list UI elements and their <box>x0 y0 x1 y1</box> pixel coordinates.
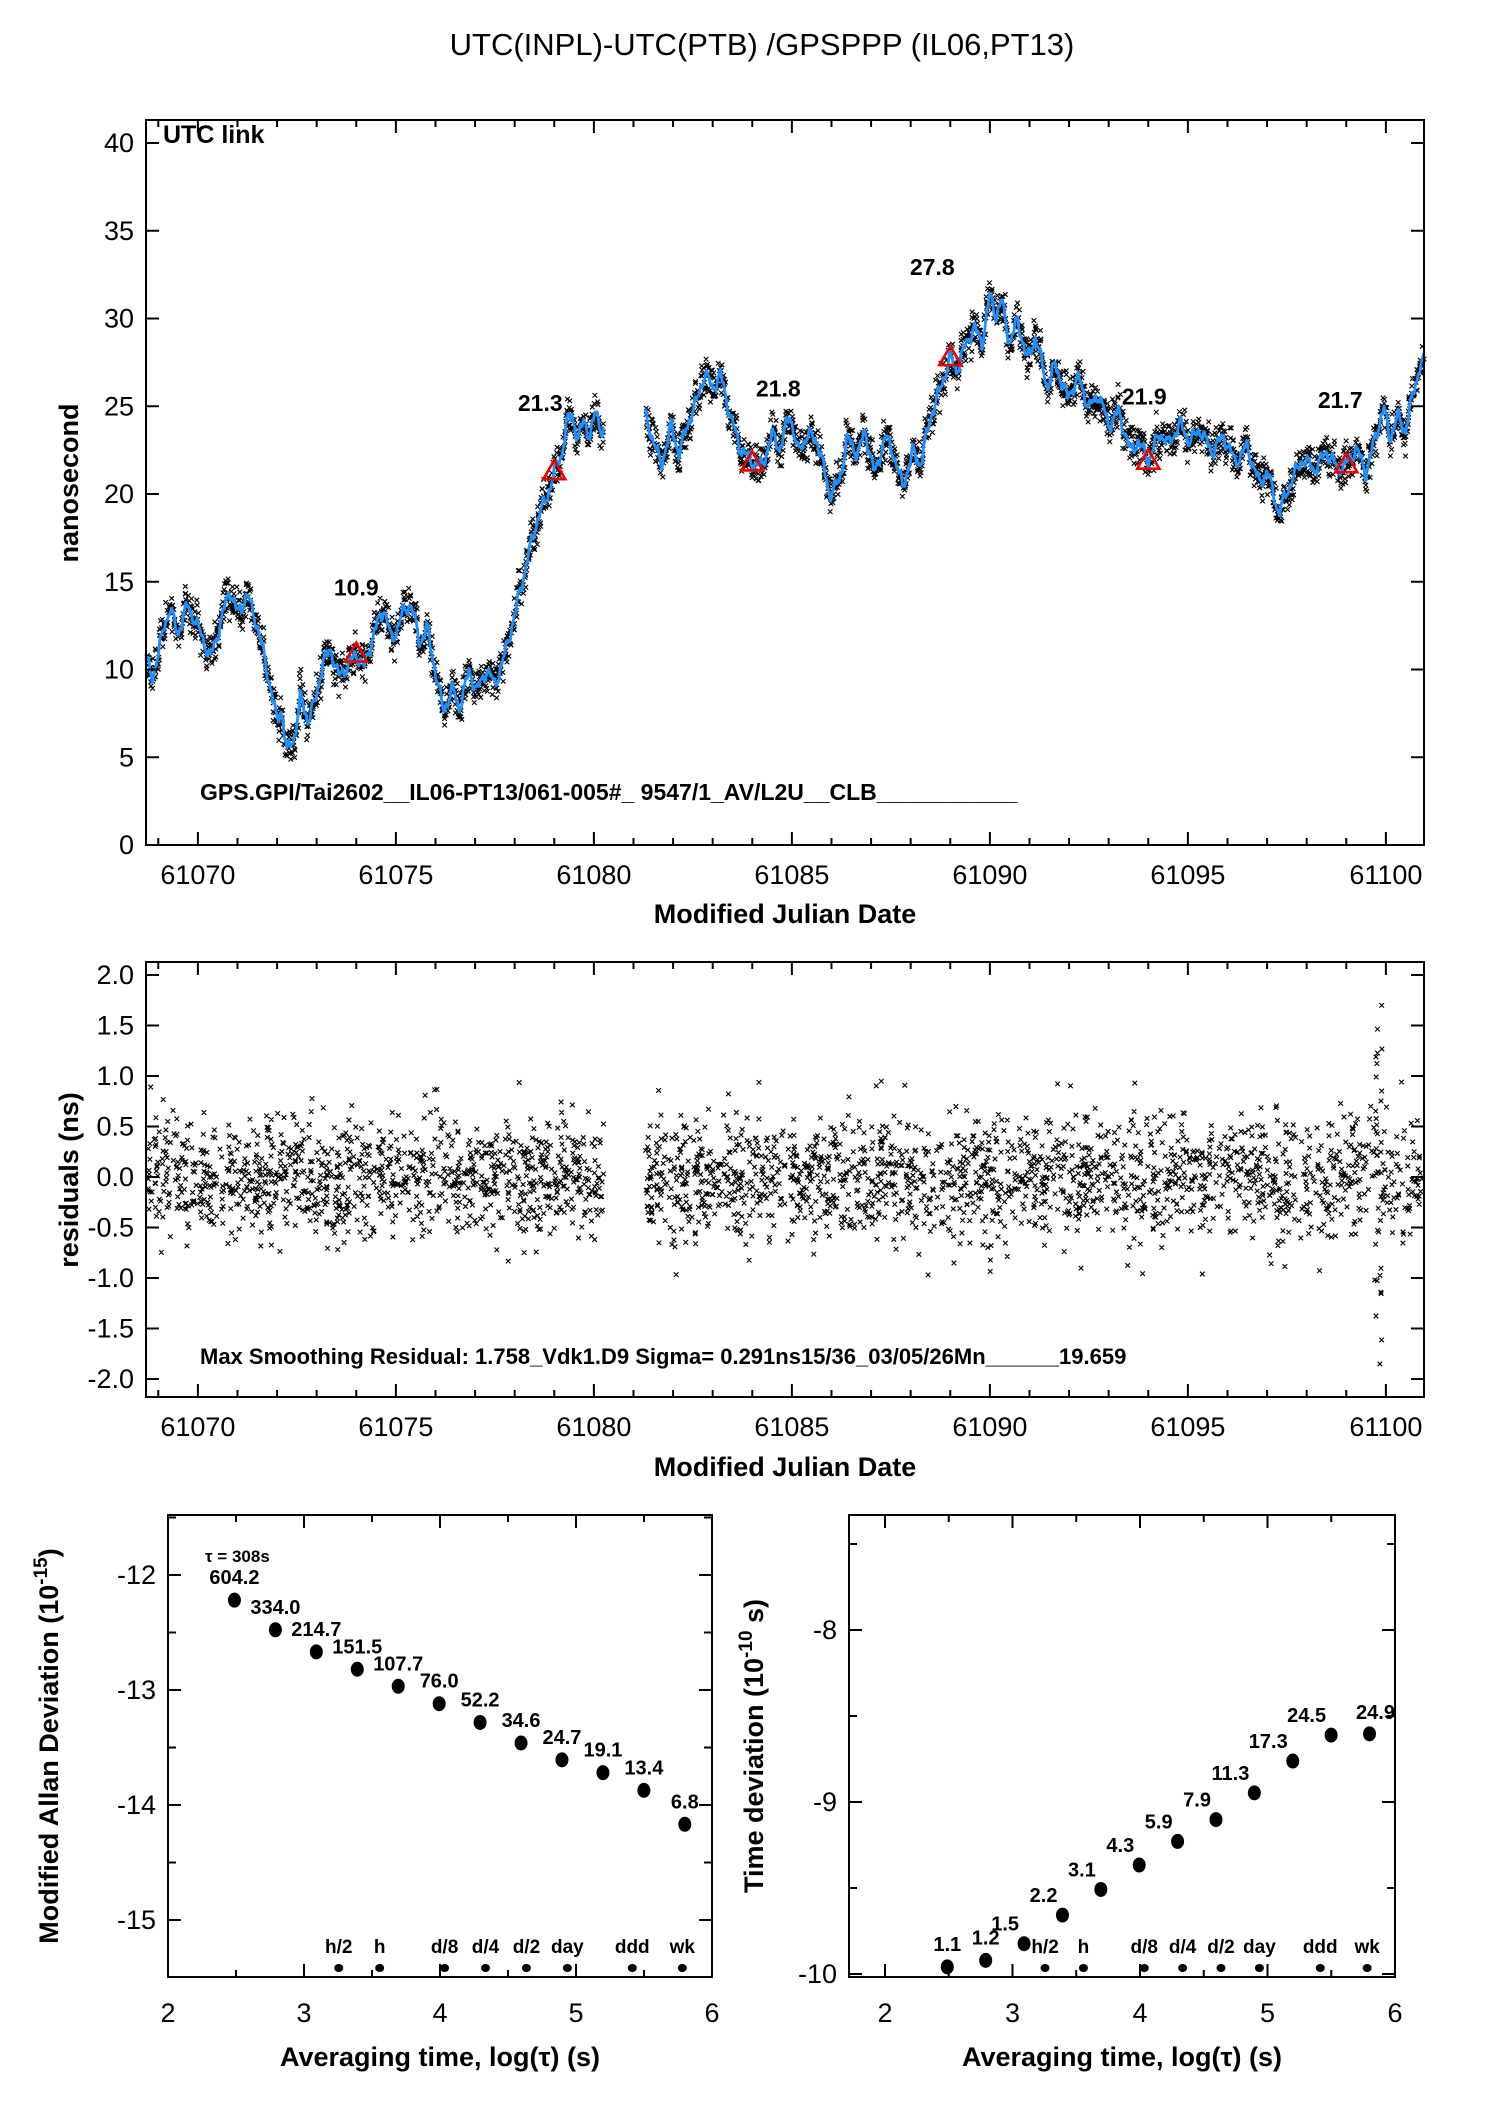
x-tick-label: 61075 <box>358 860 434 890</box>
anomaly-value-label: 27.8 <box>909 254 955 281</box>
tdev-point <box>979 1953 992 1968</box>
mdev-point <box>228 1593 241 1608</box>
mdev-value-label: 151.5 <box>332 1636 383 1659</box>
x-tick-label: 6 <box>1387 1998 1403 2028</box>
mdev-value-label: 13.4 <box>624 1757 664 1780</box>
anomaly-value-label: 21.7 <box>1317 387 1363 414</box>
x-axis-title-top: Modified Julian Date <box>653 899 917 929</box>
tdev-chart <box>736 1515 1403 2072</box>
x-tick-label: 61080 <box>556 1412 632 1442</box>
x-tick-label: 61085 <box>754 860 830 890</box>
tdev-point <box>1286 1754 1299 1769</box>
y-tick-label: -15 <box>116 1905 156 1935</box>
time-unit-label: d/8 <box>1130 1937 1158 1958</box>
time-unit-label: ddd <box>1302 1937 1338 1958</box>
x-tick-label: 61070 <box>160 1412 236 1442</box>
time-unit-dot <box>1316 1964 1325 1972</box>
y-tick-label: 15 <box>103 566 134 597</box>
tdev-point <box>1363 1726 1376 1741</box>
y-tick-label: -10 <box>797 1959 837 1989</box>
mdev-value-label: 19.1 <box>583 1739 623 1762</box>
tdev-value-label: 3.1 <box>1068 1859 1096 1882</box>
x-tick-label: 61075 <box>358 1412 434 1442</box>
y-tick-label: 0.0 <box>96 1162 134 1192</box>
y-tick-label: 1.5 <box>96 1010 134 1041</box>
x-axis-title-mdev: Averaging time, log(τ) (s) <box>279 2042 601 2072</box>
time-unit-label: d/4 <box>1168 1937 1197 1958</box>
y-tick-label: 20 <box>103 479 134 509</box>
y-tick-label: 2.0 <box>96 960 134 990</box>
x-tick-label: 5 <box>1259 1998 1276 2028</box>
time-unit-label: h <box>1077 1937 1090 1958</box>
time-unit-dot <box>1217 1964 1226 1972</box>
mdev-value-label: 6.8 <box>670 1791 699 1814</box>
x-tick-label: 61070 <box>160 860 236 890</box>
figure-title: UTC(INPL)-UTC(PTB) /GPSPPP (IL06,PT13) <box>449 27 1075 62</box>
mdev-chart <box>31 1515 720 2072</box>
tdev-value-label: 17.3 <box>1248 1731 1288 1754</box>
tau0-label: τ = 308s <box>205 1547 270 1566</box>
y-axis-title-mdev: Modified Allan Deviation $(10^{-15})$ <box>31 1548 64 1944</box>
x-tick-label: 61090 <box>952 1412 1028 1442</box>
time-unit-label: ddd <box>614 1937 650 1958</box>
time-unit-dot <box>563 1964 572 1972</box>
x-tick-label: 61095 <box>1150 860 1226 890</box>
mdev-point <box>596 1765 609 1780</box>
time-unit-dot <box>440 1964 449 1972</box>
mdev-point <box>474 1715 487 1730</box>
x-tick-label: 2 <box>877 1998 893 2028</box>
y-tick-label: 1.0 <box>96 1061 134 1091</box>
residual-marks <box>146 1003 1424 1366</box>
tdev-value-label: 5.9 <box>1144 1811 1173 1834</box>
time-unit-dot <box>1255 1964 1264 1972</box>
mdev-value-label: 214.7 <box>291 1618 342 1641</box>
x-tick-label: 4 <box>432 1998 448 2028</box>
y-tick-label: -1.5 <box>87 1313 134 1344</box>
tdev-point <box>1171 1834 1184 1849</box>
residuals-chart <box>54 960 1424 1482</box>
x-tick-label: 5 <box>568 1998 584 2028</box>
y-tick-label: 5 <box>118 742 134 773</box>
tdev-value-label: 1.2 <box>971 1927 1000 1950</box>
anomaly-value-label: 10.9 <box>333 574 379 601</box>
y-tick-label: -8 <box>812 1615 837 1645</box>
tdev-value-label: 1.5 <box>991 1913 1020 1936</box>
raw-data-marks <box>145 281 1426 762</box>
time-unit-dot <box>1140 1964 1149 1972</box>
y-axis-title-top: nanosecond <box>54 403 84 563</box>
tdev-point <box>1325 1728 1338 1743</box>
mdev-point <box>269 1622 282 1637</box>
time-unit-dot <box>1178 1964 1187 1972</box>
time-unit-label: d/2 <box>1207 1937 1235 1958</box>
x-tick-label: 61095 <box>1150 1412 1226 1442</box>
y-tick-label: -12 <box>116 1560 156 1590</box>
x-tick-label: 3 <box>1004 1998 1021 2028</box>
x-axis-title-mid: Modified Julian Date <box>653 1452 917 1482</box>
mdev-point <box>392 1679 405 1694</box>
smoothing-stats-string: Max Smoothing Residual: 1.758_Vdk1.D9 Sigma= 0.291ns15/36_03/05/26Mn______19.659 <box>200 1344 1127 1369</box>
time-unit-label: h/2 <box>324 1937 353 1958</box>
mdev-value-label: 52.2 <box>460 1689 500 1712</box>
x-tick-label: 3 <box>296 1998 312 2028</box>
top-chart <box>54 120 1426 929</box>
mdev-value-label: 76.0 <box>419 1670 459 1693</box>
tdev-value-label: 11.3 <box>1211 1762 1250 1785</box>
mdev-point <box>433 1696 446 1711</box>
time-unit-label: h <box>373 1937 386 1958</box>
tdev-point <box>1209 1812 1222 1827</box>
time-unit-label: wk <box>1354 1937 1380 1958</box>
time-unit-label: wk <box>669 1937 695 1958</box>
tdev-point <box>1056 1908 1069 1923</box>
utc-link-tag: UTC link <box>163 121 265 149</box>
tdev-point <box>941 1959 954 1974</box>
time-unit-label: d/2 <box>512 1937 541 1958</box>
y-tick-label: 10 <box>103 654 134 685</box>
time-unit-dot <box>1079 1964 1088 1972</box>
tdev-point <box>1094 1882 1107 1897</box>
x-tick-label: 61080 <box>556 860 632 890</box>
x-tick-label: 6 <box>704 1998 720 2028</box>
time-unit-dot <box>1041 1964 1050 1972</box>
tdev-value-label: 1.1 <box>933 1933 962 1956</box>
y-tick-label: 0 <box>118 830 134 860</box>
time-unit-dot <box>1363 1964 1372 1972</box>
x-axis-title-tdev: Averaging time, log(τ) (s) <box>961 2042 1283 2072</box>
mdev-value-label: 107.7 <box>373 1653 424 1676</box>
anomaly-value-label: 21.9 <box>1121 383 1167 410</box>
x-tick-label: 61085 <box>754 1412 830 1442</box>
y-tick-label: 40 <box>103 128 134 158</box>
tdev-value-label: 2.2 <box>1029 1885 1058 1908</box>
y-axis-title-mid: residuals (ns) <box>54 1092 84 1268</box>
mdev-point <box>351 1662 364 1677</box>
time-unit-dot <box>678 1964 687 1972</box>
time-unit-label: h/2 <box>1031 1937 1059 1958</box>
mdev-value-label: 604.2 <box>209 1567 260 1590</box>
mdev-value-label: 334.0 <box>250 1596 301 1619</box>
y-tick-label: -13 <box>116 1675 156 1705</box>
mdev-point <box>555 1752 568 1767</box>
time-unit-dot <box>334 1964 343 1972</box>
time-unit-label: d/8 <box>430 1937 459 1958</box>
x-tick-label: 61100 <box>1349 860 1423 890</box>
x-tick-label: 2 <box>160 1998 176 2028</box>
time-unit-dot <box>522 1964 531 1972</box>
x-tick-label: 4 <box>1132 1998 1148 2028</box>
y-axis-title-tdev: Time deviation ($10^{-10}$ s) <box>736 1598 769 1894</box>
mdev-value-label: 34.6 <box>501 1710 541 1733</box>
tdev-value-label: 4.3 <box>1106 1835 1135 1858</box>
panel-frame <box>849 1515 1395 1977</box>
tdev-value-label: 7.9 <box>1183 1789 1211 1812</box>
mdev-point <box>637 1783 650 1798</box>
anomaly-value-label: 21.8 <box>755 375 801 402</box>
panel-frame <box>146 120 1424 845</box>
x-tick-label: 61100 <box>1349 1412 1423 1442</box>
tdev-value-label: 24.9 <box>1356 1701 1395 1724</box>
link-config-string: GPS.GPI/Tai2602__IL06-PT13/061-005#_ 9547/1_AV/L2U__CLB___________ <box>200 779 1018 805</box>
mdev-value-label: 24.7 <box>542 1726 582 1749</box>
time-unit-dot <box>628 1964 637 1972</box>
y-tick-label: -0.5 <box>87 1212 134 1243</box>
time-unit-label: d/4 <box>471 1937 500 1958</box>
y-tick-label: -9 <box>812 1787 837 1817</box>
anomaly-value-label: 21.3 <box>517 390 563 417</box>
x-tick-label: 61090 <box>952 860 1028 890</box>
y-tick-label: -1.0 <box>87 1263 134 1293</box>
time-unit-dot <box>375 1964 384 1972</box>
tdev-point <box>1248 1785 1261 1800</box>
tdev-value-label: 24.5 <box>1287 1705 1327 1728</box>
y-tick-label: 25 <box>103 391 134 422</box>
tdev-point <box>1133 1858 1146 1873</box>
mdev-point <box>678 1817 691 1832</box>
y-tick-label: 30 <box>103 303 134 334</box>
y-tick-label: -2.0 <box>87 1364 134 1394</box>
time-unit-label: day <box>1243 1937 1276 1958</box>
y-tick-label: -14 <box>116 1790 156 1820</box>
tdev-point <box>1018 1936 1031 1951</box>
y-tick-label: 0.5 <box>96 1111 134 1142</box>
time-unit-label: day <box>550 1937 584 1958</box>
time-unit-dot <box>481 1964 490 1972</box>
y-tick-label: 35 <box>103 215 134 246</box>
mdev-point <box>310 1644 323 1659</box>
mdev-point <box>515 1736 528 1751</box>
